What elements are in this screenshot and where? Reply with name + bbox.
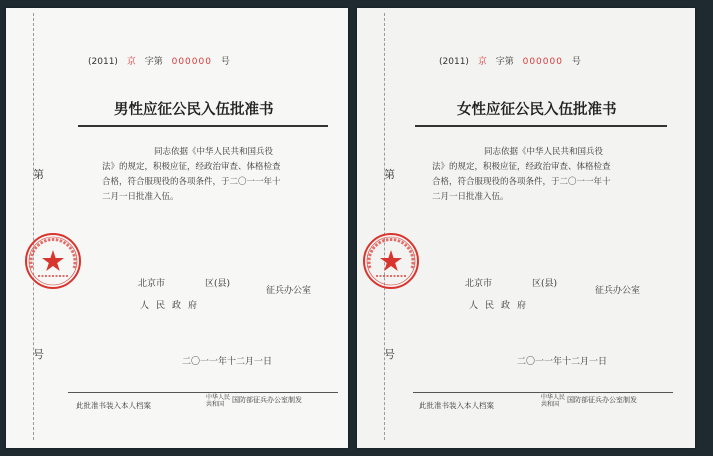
approval-date: 二〇一一年十二月一日: [182, 357, 273, 367]
perforation-line: [384, 13, 385, 440]
footer-issuer: [541, 394, 637, 408]
sig-government: 人民政府: [140, 301, 205, 311]
footer-issuer: [206, 394, 302, 408]
official-seal: [362, 232, 420, 290]
side-label-di: 第: [384, 168, 395, 181]
body-line-1: 同志依据《中华人民共和国兵役: [154, 147, 274, 157]
region-char: 京: [477, 57, 487, 67]
document-number-line: [439, 54, 581, 67]
footer-archive-note: 此批准书装入本人档案: [76, 401, 151, 410]
body-line-4: 二月一日批准入伍。: [432, 192, 509, 202]
side-label-di: 第: [33, 168, 44, 181]
sig-bureau: 征兵办公室: [266, 286, 312, 296]
issuer-stack-bottom: 共和国: [541, 401, 560, 408]
year: (2011): [439, 57, 469, 67]
body-line-3: 合格，符合服现役的各项条件，于二〇一一年十: [102, 177, 281, 187]
footer-divider: [413, 392, 673, 393]
sig-city: 北京市: [138, 279, 166, 289]
sig-government: 人民政府: [469, 301, 534, 311]
title-divider: [415, 125, 667, 127]
approval-document-male: [6, 8, 348, 448]
year: (2011): [88, 57, 118, 67]
zi-di-label: 字第: [495, 57, 514, 67]
issuer-rest: 国防部征兵办公室制发: [567, 396, 637, 404]
side-label-hao: 号: [384, 348, 395, 361]
footer-archive-note: 此批准书装入本人档案: [419, 401, 494, 410]
issuer-stack-top: 中华人民: [541, 394, 566, 401]
document-number-line: [88, 54, 230, 67]
sig-district: 区(县): [532, 279, 558, 289]
sig-bureau: 征兵办公室: [595, 286, 641, 296]
official-seal: [24, 232, 82, 290]
body-line-2: 法》的规定，积极应征，经政治审查、体格检查: [102, 162, 281, 172]
title-divider: [78, 125, 328, 127]
zi-di-label: 字第: [144, 57, 163, 67]
sig-district: 区(县): [205, 279, 231, 289]
region-char: 京: [126, 57, 136, 67]
perforation-line: [33, 13, 34, 440]
approval-date: 二〇一一年十二月一日: [517, 357, 608, 367]
serial-number: 000000: [522, 57, 563, 67]
body-paragraph: [102, 145, 322, 205]
issuer-stack-top: 中华人民: [206, 394, 231, 401]
body-line-1: 同志依据《中华人民共和国兵役: [484, 147, 604, 157]
signature-city-line: [138, 276, 230, 289]
document-title: 男性应征公民入伍批准书: [114, 102, 274, 118]
hao-label: 号: [571, 57, 581, 67]
footer-divider: [68, 392, 338, 393]
body-line-2: 法》的规定，积极应征，经政治审查、体格检查: [432, 162, 611, 172]
signature-city-line: [465, 276, 557, 289]
body-paragraph: [432, 145, 652, 205]
issuer-rest: 国防部征兵办公室制发: [232, 396, 302, 404]
side-label-hao: 号: [33, 348, 44, 361]
body-line-3: 合格，符合服现役的各项条件，于二〇一一年十: [432, 177, 611, 187]
issuer-stack-bottom: 共和国: [206, 401, 225, 408]
sig-city: 北京市: [465, 279, 493, 289]
body-line-4: 二月一日批准入伍。: [102, 192, 179, 202]
document-title: 女性应征公民入伍批准书: [457, 102, 617, 118]
approval-document-female: [357, 8, 695, 448]
hao-label: 号: [220, 57, 230, 67]
serial-number: 000000: [171, 57, 212, 67]
